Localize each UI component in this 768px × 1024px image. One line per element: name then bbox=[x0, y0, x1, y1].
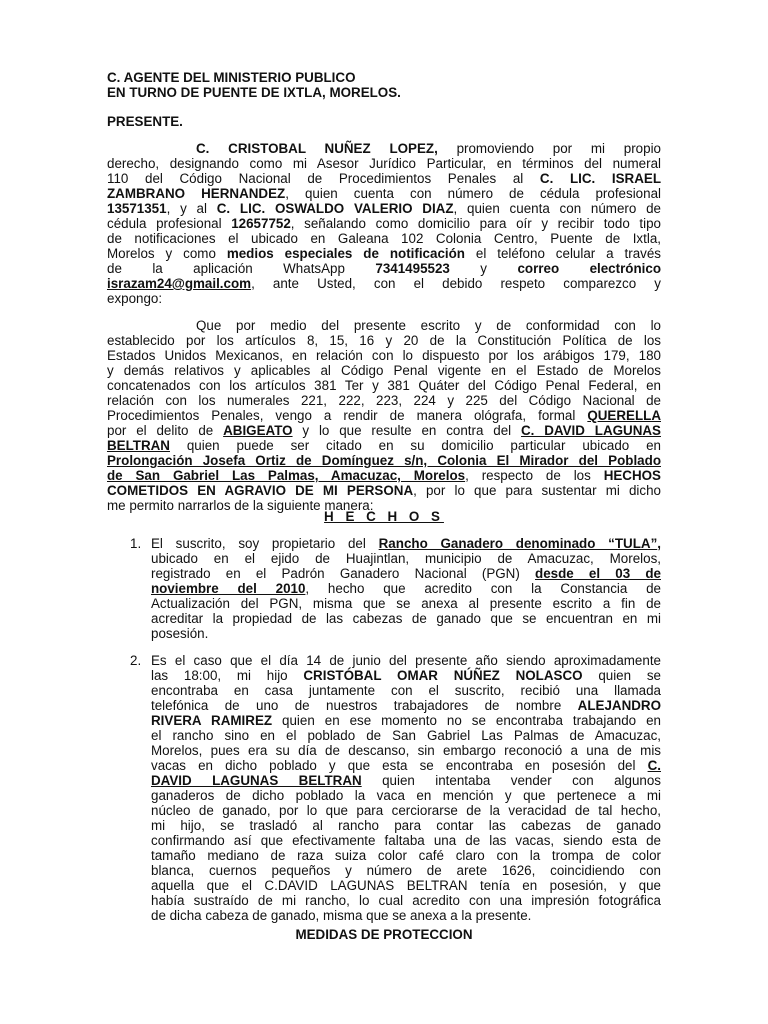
item-2-line-14: tamaño mediano de raza suiza color café claro con la trompa de color bbox=[151, 848, 661, 863]
body-line-10: Prolongación Josefa Ortiz de Domínguez s/n, Colonia El Mirador del Poblado bbox=[107, 453, 661, 468]
intro-line-3: 110 del Código Nacional de Procedimientos Penales al C. LIC. ISRAEL bbox=[107, 171, 661, 186]
item-1-line-3: registrado en el Padrón Ganadero Nacional (PGN) desde el 03 de bbox=[151, 566, 661, 581]
item-2-line-3: encontraba en casa juntamente con el suscrito, recibió una llamada bbox=[151, 683, 661, 698]
body-line-5: concatenados con los artículos 381 Ter y 381 Quáter del Código Penal Federal, en bbox=[107, 378, 661, 393]
item-2-line-1: Es el caso que el día 14 de junio del presente año siendo aproximadamente bbox=[151, 653, 661, 668]
intro-line-1: C. CRISTOBAL NUÑEZ LOPEZ, promoviendo por mi propio bbox=[196, 141, 661, 156]
email-address: israzam24@gmail.com bbox=[107, 276, 252, 291]
item-1-line-5: Actualización del PGN, misma que se anexa al presente escrito a fin de bbox=[151, 596, 661, 611]
intro-line-11: expongo: bbox=[107, 291, 163, 306]
body-line-12: COMETIDOS EN AGRAVIO DE MI PERSONA, por lo que para sustentar mi dicho bbox=[107, 483, 661, 498]
intro-line-6: cédula profesional 12657752, señalando como domicilio para oír y recibir todo tipo bbox=[107, 216, 661, 231]
medidas-heading: MEDIDAS DE PROTECCION bbox=[295, 927, 473, 942]
addressee-line-1: C. AGENTE DEL MINISTERIO PUBLICO bbox=[107, 70, 356, 85]
item-1-line-6: acreditar la propiedad de las cabezas de ganado que se encuentran en mi bbox=[151, 611, 661, 626]
item-2-number: 2. bbox=[130, 653, 142, 668]
body-line-2: establecido por los artículos 8, 15, 16 y 20 de la Constitución Política de los bbox=[107, 333, 661, 348]
intro-line-2: derecho, designando como mi Asesor Jurídico Particular, en términos del numeral bbox=[107, 156, 661, 171]
body-line-4: y demás relativos y aplicables al Código Penal vigente en el Estado de Morelos bbox=[107, 363, 661, 378]
item-2-line-10: ganaderos de dicho poblado la vaca en mención y que pertenece a mi bbox=[151, 788, 661, 803]
body-line-13: me permito narrarlos de la siguiente manera: bbox=[107, 498, 374, 513]
item-2-line-5: RIVERA RAMIREZ quien en ese momento no se encontraba trabajando en bbox=[151, 713, 661, 728]
item-2-line-17: había sustraído de mi rancho, lo cual acredito con una impresión fotográfica bbox=[151, 893, 661, 908]
item-2-line-15: blanca, cuernos pequeños y número de arete 1626, coincidiendo con bbox=[151, 863, 661, 878]
item-2-line-4: telefónica de uno de nuestros trabajadores de nombre ALEJANDRO bbox=[151, 698, 661, 713]
item-1-line-2: ubicado en el ejido de Huajintlan, municipio de Amacuzac, Morelos, bbox=[151, 551, 661, 566]
item-2-line-2: las 18:00, mi hijo CRISTÓBAL OMAR NÚÑEZ NOLASCO quien se bbox=[151, 668, 661, 683]
item-2-line-11: núcleo de ganado, por lo que para cerciorarse de la veracidad de tal hecho, bbox=[151, 803, 661, 818]
item-2-line-6: el rancho sino en el poblado de San Gabriel Las Palmas de Amacuzac, bbox=[151, 728, 661, 743]
intro-line-5: 13571351, y al C. LIC. OSWALDO VALERIO DIAZ, quien cuenta con número de bbox=[107, 201, 661, 216]
presente-heading: PRESENTE. bbox=[107, 114, 183, 129]
item-1-number: 1. bbox=[130, 536, 142, 551]
intro-line-7: de notificaciones el ubicado en Galeana 102 Colonia Centro, Puente de Ixtla, bbox=[107, 231, 661, 246]
body-line-7: Procedimientos Penales, vengo a rendir de manera ológrafa, formal QUERELLA bbox=[107, 408, 661, 423]
intro-line-9: de la aplicación WhatsApp 7341495523 y correo electrónico bbox=[107, 261, 662, 276]
body-line-6: relación con los numerales 221, 222, 223, 224 y 225 del Código Nacional de bbox=[107, 393, 661, 408]
body-line-8: por el delito de ABIGEATO y lo que resulte en contra del C. DAVID LAGUNAS bbox=[107, 423, 661, 438]
intro-line-8: Morelos y como medios especiales de notificación el teléfono celular a través bbox=[107, 246, 661, 261]
item-2-line-8: vacas en dicho poblado y que esta se encontraba en posesión del C. bbox=[151, 758, 661, 773]
item-2-line-16: aquella que el C.DAVID LAGUNAS BELTRAN tenía en posesión, y que bbox=[151, 878, 661, 893]
body-line-9: BELTRAN quien puede ser citado en su domicilio particular ubicado en bbox=[107, 438, 661, 453]
hechos-heading: H E C H O S bbox=[324, 509, 444, 524]
body-line-3: Estados Unidos Mexicanos, en relación con lo dispuesto por los arábigos 179, 180 bbox=[107, 348, 661, 363]
item-1-line-7: posesión. bbox=[151, 626, 209, 641]
body-line-1: Que por medio del presente escrito y de conformidad con lo bbox=[196, 318, 661, 333]
item-1-line-1: El suscrito, soy propietario del Rancho Ganadero denominado “TULA”, bbox=[151, 536, 662, 551]
item-1-line-4: noviembre del 2010, hecho que acredito con la Constancia de bbox=[151, 581, 661, 596]
item-2-line-12: mi hijo, se trasladó al rancho para contar las cabezas de ganado bbox=[151, 818, 661, 833]
item-2-line-7: Morelos, pues era su día de descanso, sin embargo reconoció a una de mis bbox=[151, 743, 661, 758]
addressee-line-2: EN TURNO DE PUENTE DE IXTLA, MORELOS. bbox=[107, 85, 401, 100]
intro-line-4: ZAMBRANO HERNANDEZ, quien cuenta con número de cédula profesional bbox=[107, 186, 661, 201]
item-2-line-13: confirmando así que efectivamente faltaba una de las vacas, siendo esta de bbox=[151, 833, 661, 848]
intro-line-10: israzam24@gmail.com, ante Usted, con el debido respeto comparezco y bbox=[107, 276, 661, 291]
body-line-11: de San Gabriel Las Palmas, Amacuzac, Morelos, respecto de los HECHOS bbox=[107, 468, 661, 483]
item-2-line-18: de dicha cabeza de ganado, misma que se anexa a la presente. bbox=[151, 908, 532, 923]
item-2-line-9: DAVID LAGUNAS BELTRAN quien intentaba vender con algunos bbox=[151, 773, 662, 788]
